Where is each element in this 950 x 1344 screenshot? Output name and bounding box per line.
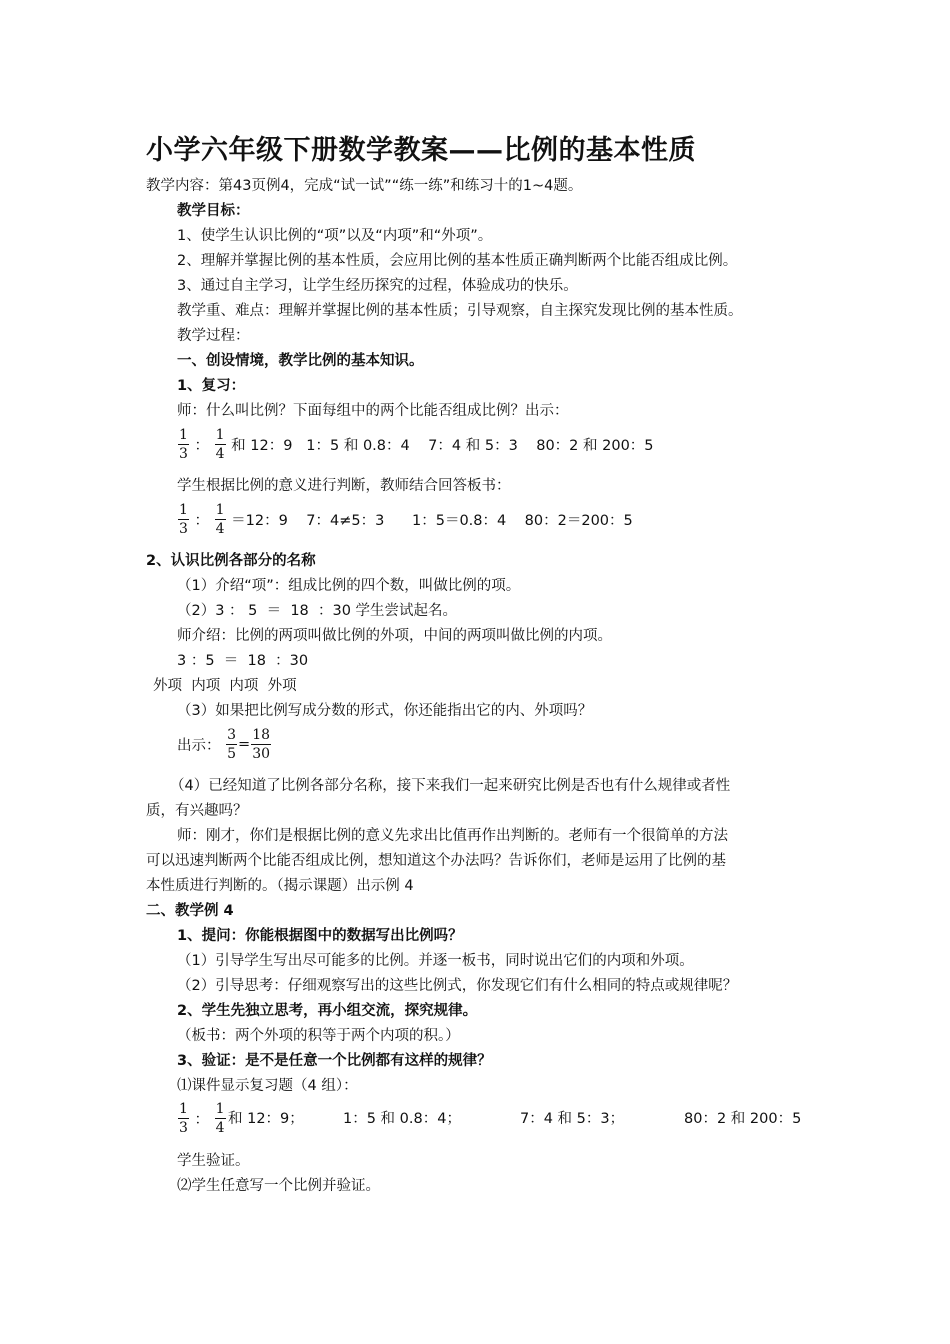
goal-1: 1、使学生认识比例的“项”以及“内项”和“外项”。 bbox=[177, 228, 493, 244]
ratio-line-3-group-4: 80：2 和 200：5 bbox=[684, 1111, 802, 1127]
intro-2: （2）3 ： 5 ＝ 18 ：30 学生尝试起名。 bbox=[177, 603, 458, 619]
key-points: 教学重、难点：理解并掌握比例的基本性质；引导观察，自主探究发现比例的基本性质。 bbox=[177, 303, 743, 319]
goals-heading: 教学目标： bbox=[177, 203, 250, 219]
fraction-one-fourth: $\frac{1}{4}$ bbox=[215, 427, 225, 462]
verify-text: 学生验证。 bbox=[177, 1153, 250, 1169]
teacher-2-line-2: 可以迅速判断两个比能否组成比例，想知道这个办法吗？告诉你们，老师是运用了比例的基 bbox=[146, 853, 726, 869]
teaching-content: 教学内容：第43页例4，完成“试一试”“练一练”和练习十的1~4题。 bbox=[146, 178, 583, 194]
question-1: 1、提问：你能根据图中的数据写出比例吗？ bbox=[177, 928, 463, 944]
board-note: （板书：两个外项的积等于两个内项的积。） bbox=[177, 1028, 460, 1044]
question-1a: （1）引导学生写出尽可能多的比例。并逐一板书，同时说出它们的内项和外项。 bbox=[177, 953, 694, 969]
page-title: 小学六年级下册数学教案——比例的基本性质 bbox=[146, 135, 696, 166]
ratio-line-1-rest: 和 12：9 1：5 和 0.8：4 7：4 和 5：3 80：2 和 200：5 bbox=[231, 438, 654, 454]
ratio-line-3-group-2: 1：5 和 0.8：4； bbox=[343, 1111, 461, 1127]
fraction-one-third: $\frac{1}{3}$ bbox=[179, 502, 188, 537]
proportion-example: 3 ：5 ＝ 18 ：30 bbox=[177, 653, 309, 669]
fraction-eighteen-thirtieths: $\frac{18}{30}$ bbox=[252, 727, 271, 762]
fraction-one-third: $\frac{1}{3}$ bbox=[179, 1101, 188, 1136]
teacher-2-line-3: 本性质进行判断的。（揭示课题）出示例 4 bbox=[146, 878, 414, 894]
teacher-2-line-1: 师：刚才，你们是根据比例的意义先求出比值再作出判断的。老师有一个很简单的方法 bbox=[177, 828, 728, 844]
verify-1: ⑴课件显示复习题（4 组）： bbox=[177, 1078, 358, 1094]
intro-3: （3）如果把比例写成分数的形式，你还能指出它的内、外项吗？ bbox=[177, 703, 593, 719]
question-1b: （2）引导思考：仔细观察写出的这些比例式，你发现它们有什么相同的特点或规律呢？ bbox=[177, 978, 738, 994]
ratio-line-3-group-1: 和 12：9； bbox=[228, 1111, 304, 1127]
goal-2: 2、理解并掌握比例的基本性质，会应用比例的基本性质正确判断两个比能否组成比例。 bbox=[177, 253, 738, 269]
part3-heading: 二、教学例 4 bbox=[146, 903, 234, 919]
part1-heading: 一、创设情境，教学比例的基本知识。 bbox=[177, 353, 424, 369]
teacher-intro: 师介绍：比例的两项叫做比例的外项，中间的两项叫做比例的内项。 bbox=[177, 628, 612, 644]
fraction-one-fourth: $\frac{1}{4}$ bbox=[215, 502, 225, 537]
teacher-question-1: 师：什么叫比例？下面每组中的两个比能否组成比例？出示： bbox=[177, 403, 569, 419]
process-label: 教学过程： bbox=[177, 328, 250, 344]
part2-heading: 2、认识比例各部分的名称 bbox=[146, 553, 316, 569]
ratio-line-1: $\frac{1}{3}$ ： $\frac{1}{4}$ 和 12：9 1：5 和 0.8：4 7：4 和 5：3 80：2 和 200：5 bbox=[179, 427, 654, 462]
ratio-line-2-rest: ＝12：9 7：4≠5：3 1：5＝0.8：4 80：2＝200：5 bbox=[231, 513, 633, 529]
goal-3: 3、通过自主学习，让学生经历探究的过程，体验成功的快乐。 bbox=[177, 278, 578, 294]
question-3: 3、验证：是不是任意一个比例都有这样的规律？ bbox=[177, 1053, 492, 1069]
ratio-line-3-group-3: 7：4 和 5：3； bbox=[520, 1111, 625, 1127]
judge-text: 学生根据比例的意义进行判断，教师结合回答板书： bbox=[177, 478, 511, 494]
intro-1: （1）介绍“项”：组成比例的四个数，叫做比例的项。 bbox=[177, 578, 521, 594]
fraction-proportion: 出示： $\frac{3}{5}$ = $\frac{18}{30}$ bbox=[177, 727, 271, 762]
term-names: 外项 内项 内项 外项 bbox=[153, 678, 297, 694]
question-2: 2、学生先独立思考，再小组交流，探究规律。 bbox=[177, 1003, 478, 1019]
fraction-one-fourth: $\frac{1}{4}$ bbox=[215, 1101, 225, 1136]
intro-4-line-2: 质，有兴趣吗？ bbox=[146, 803, 248, 819]
intro-4-line-1: （4）已经知道了比例各部分名称，接下来我们一起来研究比例是否也有什么规律或者性 bbox=[170, 778, 731, 794]
fraction-one-third: $\frac{1}{3}$ bbox=[179, 427, 188, 462]
fraction-three-fifths: $\frac{3}{5}$ bbox=[227, 727, 237, 762]
ratio-line-2: $\frac{1}{3}$ ： $\frac{1}{4}$ ＝12：9 7：4≠5：3 1：5＝0.8：4 80：2＝200：5 bbox=[179, 502, 633, 537]
review-heading: 1、复习： bbox=[177, 378, 246, 394]
ratio-line-3: $\frac{1}{3}$ ： $\frac{1}{4}$ bbox=[179, 1101, 225, 1136]
verify-2: ⑵学生任意写一个比例并验证。 bbox=[177, 1178, 380, 1194]
